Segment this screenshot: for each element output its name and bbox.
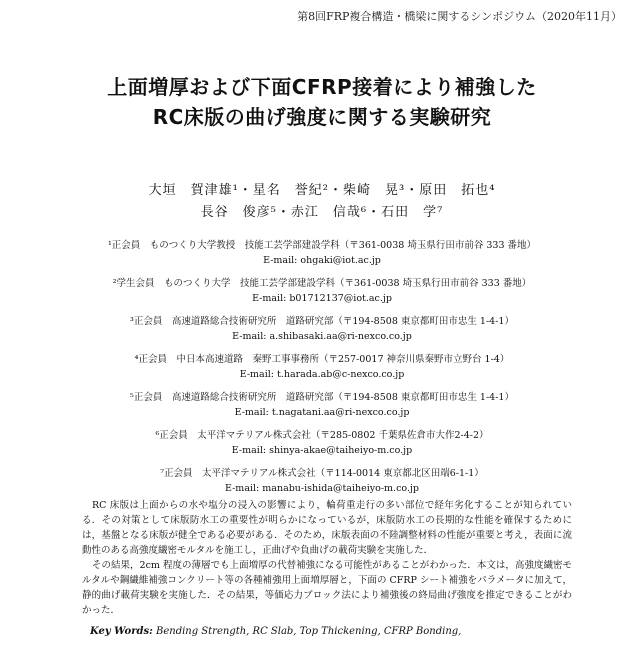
affiliation-text: ⁵正会員 高速道路総合技術研究所 道路研究部（〒194-8508 東京都町田市忠生 1-4-1） (130, 392, 514, 403)
authors-line-1: 大垣 賀津雄¹・星名 誉紀²・柴崎 晃³・原田 拓也⁴ (148, 183, 496, 198)
affiliation-5 (0, 390, 644, 420)
affiliation-6 (0, 428, 644, 458)
author-list (0, 180, 644, 224)
affiliation-text: ³正会員 高速道路総合技術研究所 道路研究部（〒194-8508 東京都町田市忠生 1-4-1） (130, 316, 514, 327)
affiliation-1 (0, 238, 644, 268)
affiliation-email: E-mail: b01712137@iot.ac.jp (252, 293, 392, 304)
abstract-paragraph-2: その結果，2cm 程度の薄層でも上面増厚の代替補強になる可能性があることがわかった．本文は，高強度繊密モルタルや鋼繊維補強コンクリート等の各種補強用上面増厚層と，下面の CFRP シート補強をパラメータに加えて，静的曲げ載荷実験を実施した．その結果，等価応力ブロック法により補強後の終局曲げ強度を推定できることがわかった． (82, 560, 572, 616)
affiliation-text: ⁴正会員 中日本高速道路 秦野工事事務所（〒257-0017 神奈川県秦野市立野台 1-4） (134, 354, 510, 365)
affiliation-text: ²学生会員 ものつくり大学 技能工芸学部建設学科（〒361-0038 埼玉県行田市前谷 333 番地） (112, 278, 532, 289)
keywords-label: Key Words: (90, 626, 153, 637)
abstract (82, 498, 572, 618)
affiliation-3 (0, 314, 644, 344)
affiliation-7 (0, 466, 644, 496)
affiliation-text: ⁶正会員 太平洋マテリアル株式会社（〒285-0802 千葉県佐倉市大作2-4-2） (155, 430, 489, 441)
keywords (90, 626, 461, 637)
authors-line-2: 長谷 俊彦⁵・赤江 信哉⁶・石田 学⁷ (200, 205, 444, 220)
paper-title (0, 72, 644, 132)
affiliation-email: E-mail: t.nagatani.aa@ri-nexco.co.jp (234, 407, 410, 418)
affiliation-email: E-mail: t.harada.ab@c-nexco.co.jp (239, 369, 405, 380)
affiliation-email: E-mail: manabu-ishida@taiheiyo-m.co.jp (224, 483, 419, 494)
conference-header: 第8回FRP複合構造・橋梁に関するシンポジウム（2020年11月） (297, 10, 622, 23)
affiliation-email: E-mail: a.shibasaki.aa@ri-nexco.co.jp (232, 331, 412, 342)
abstract-paragraph-1: RC 床版は上面からの水や塩分の浸入の影響により，輪荷重走行の多い部位で経年劣化することが知られている．その対策として床版防水工の重要性が明らかになっているが，床版防水工の長期的な性能を確保するためには，基盤となる床版が健全である必要がある．そのため，床版表面の不陸調整材料の性能が重要と考え，表面に流動性のある高強度繊密モルタルを施工し，正曲げや負曲げの載荷実験を実施した． (82, 500, 572, 556)
keywords-text: Bending Strength, RC Slab, Top Thickening, CFRP Bonding, (155, 626, 462, 637)
affiliations (0, 238, 644, 504)
affiliation-text: ⁷正会員 太平洋マテリアル株式会社（〒114-0014 東京都北区田端6-1-1） (160, 468, 484, 479)
title-line-1: 上面増厚および下面CFRP接着により補強した (107, 75, 537, 99)
affiliation-email: E-mail: ohgaki@iot.ac.jp (263, 255, 381, 266)
title-line-2: RC床版の曲げ強度に関する実験研究 (152, 105, 492, 129)
affiliation-email: E-mail: shinya-akae@taiheiyo-m.co.jp (231, 445, 413, 456)
affiliation-text: ¹正会員 ものつくり大学教授 技能工芸学部建設学科（〒361-0038 埼玉県行田市前谷 333 番地） (107, 240, 537, 251)
affiliation-2 (0, 276, 644, 306)
affiliation-4 (0, 352, 644, 382)
